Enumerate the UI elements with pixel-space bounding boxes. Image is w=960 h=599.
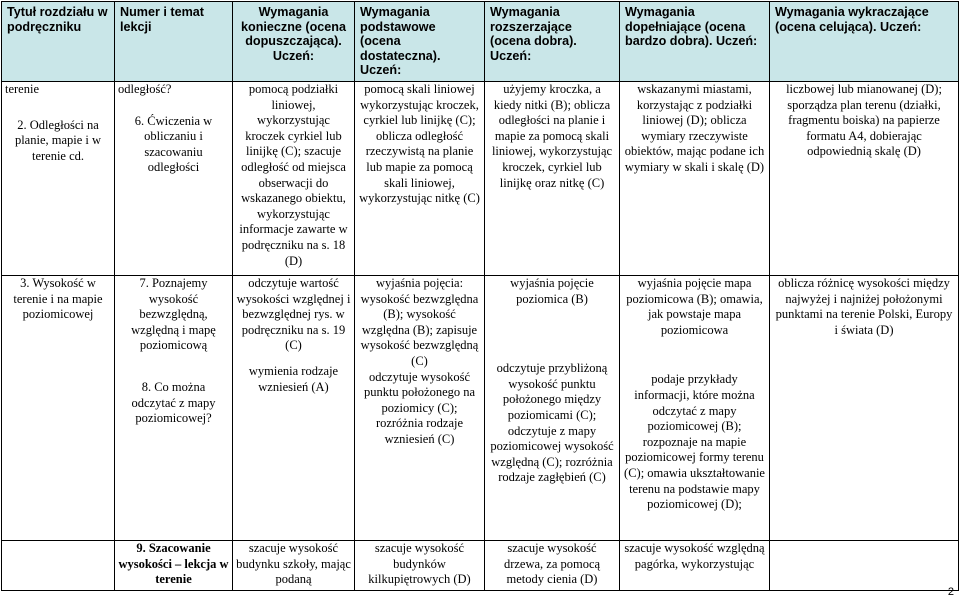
header-konieczne: Wymagania konieczne (ocena dopuszczająca). Uczeń:: [233, 2, 355, 82]
lesson-title-cont: odległość?: [118, 81, 172, 96]
rozszerzajace-text-2b: odczytuje przybliżoną wysokość punktu położonego między poziomicami (C); odczytuje z mapy poziomicowej wysokość względną (C); rozróżnia rodzaje zagłębień (C): [490, 361, 614, 485]
dopelniajace-cell-3: szacuje wysokość względną pagórka, wykorzystując: [620, 540, 770, 590]
header-wykraczajace: Wymagania wykraczające (ocena celująca). Uczeń:: [770, 2, 959, 82]
rozszerzajace-cell-2: [485, 275, 620, 540]
podstawowe-cell-3: szacuje wysokość budynków kilkupiętrowych (D): [355, 540, 485, 590]
lesson-cell-6: [115, 81, 233, 275]
rozszerzajace-cell-1: użyjemy kroczka, a kiedy nitki (B); oblicza odległości na planie i mapie za pomocą skali liniowej, wykorzystując kroczek, cyrkiel lub linijkę oraz nitkę (C): [485, 81, 620, 275]
dopelniajace-text-2a: wyjaśnia pojęcie mapa poziomicowa (B); omawia, jak powstaje mapa poziomicowa: [626, 275, 763, 337]
lesson-title-9: 9. Szacowanie wysokości – lekcja w terenie: [115, 540, 233, 590]
chapter-title-cont: terenie: [5, 81, 40, 96]
konieczne-text-2a: odczytuje wartość wysokości względnej i bezwzględnej rys. w podręczniku na s. 19 (C): [236, 275, 351, 353]
requirements-table: [1, 1, 959, 591]
konieczne-text-2b: wymienia rodzaje wzniesień (A): [248, 363, 339, 394]
page-number: 2: [947, 586, 954, 598]
rozszerzajace-cell-3: szacuje wysokość drzewa, za pomocą metody cienia (D): [485, 540, 620, 590]
konieczne-cell-2: [233, 275, 355, 540]
podstawowe-cell-2: [355, 275, 485, 540]
dopelniajace-text-2b: podaje przykłady informacji, które można odczytać z mapy poziomicowej (B); rozpoznaje na mapie poziomicowej formy terenu (C); omawia ukształtowanie terenu na podstawie mapy poziomicowej (D);: [624, 372, 765, 512]
podstawowe-cell-1: pomocą skali liniowej wykorzystując kroczek, cyrkiel lub linijkę (C); oblicza odległość rzeczywistą na planie lub mapie za pomocą skali liniowej, wykorzystując nitkę (C): [355, 81, 485, 275]
chapter-cell-empty: [2, 540, 115, 590]
header-rozszerzajace: Wymagania rozszerzające (ocena dobra). Uczeń:: [485, 2, 620, 82]
dopelniajace-cell-2: [620, 275, 770, 540]
wykraczajace-cell-1: liczbowej lub mianowanej (D); sporządza plan terenu (działki, fragmentu boiska) na papierze formatu A4, dobierając odpowiednią skalę (D): [770, 81, 959, 275]
header-podstawowe: Wymagania podstawowe (ocena dostateczna). Uczeń:: [355, 2, 485, 82]
dopelniajace-cell-1: wskazanymi miastami, korzystając z podziałki liniowej (D); oblicza wymiary rzeczywiste obiektów, mając podane ich wymiary w skali i skalę (D): [620, 81, 770, 275]
header-dopelniajace: Wymagania dopełniające (ocena bardzo dobra). Uczeń:: [620, 2, 770, 82]
rozszerzajace-text-2a: wyjaśnia pojęcie poziomica (B): [510, 275, 594, 306]
podstawowe-text-2b: odczytuje wysokość punktu położonego na poziomicy (C); rozróżnia rodzaje wzniesień (C): [363, 369, 476, 446]
lesson-title-7: 7. Poznajemy wysokość bezwzględną, względną i mapę poziomicową: [131, 275, 216, 353]
header-chapter: Tytuł rozdziału w podręczniku: [2, 2, 115, 82]
wykraczajace-cell-3: [770, 540, 959, 590]
wykraczajace-cell-2: oblicza różnicę wysokości między najwyżej i najniżej położonymi punktami na terenie Polski, Europy i świata (D): [770, 275, 959, 540]
lesson-cell-7-8: [115, 275, 233, 540]
chapter-title-2: 2. Odległości na planie, mapie i w terenie cd.: [14, 117, 102, 163]
chapter-cell-2: [2, 81, 115, 275]
chapter-title-3: 3. Wysokość w terenie i na mapie poziomicowej: [2, 275, 115, 540]
header-lesson: Numer i temat lekcji: [115, 2, 233, 82]
konieczne-cell-3: szacuje wysokość budynku szkoły, mając podaną: [233, 540, 355, 590]
konieczne-cell-1: pomocą podziałki liniowej, wykorzystując kroczek cyrkiel lub linijkę (C); szacuje odległość od miejsca obserwacji do wskazanego obiektu, wykorzystując informacje zawarte w podręczniku na s. 18 (D): [233, 81, 355, 275]
podstawowe-text-2a: wyjaśnia pojęcia: wysokość bezwzględna (B); wysokość względna (B); zapisuje wysokość bezwzględną (C): [360, 275, 479, 368]
lesson-title-8: 8. Co można odczytać z mapy poziomicowej?: [131, 379, 216, 426]
lesson-title-6: 6. Ćwiczenia w obliczaniu i szacowaniu odległości: [134, 113, 213, 175]
